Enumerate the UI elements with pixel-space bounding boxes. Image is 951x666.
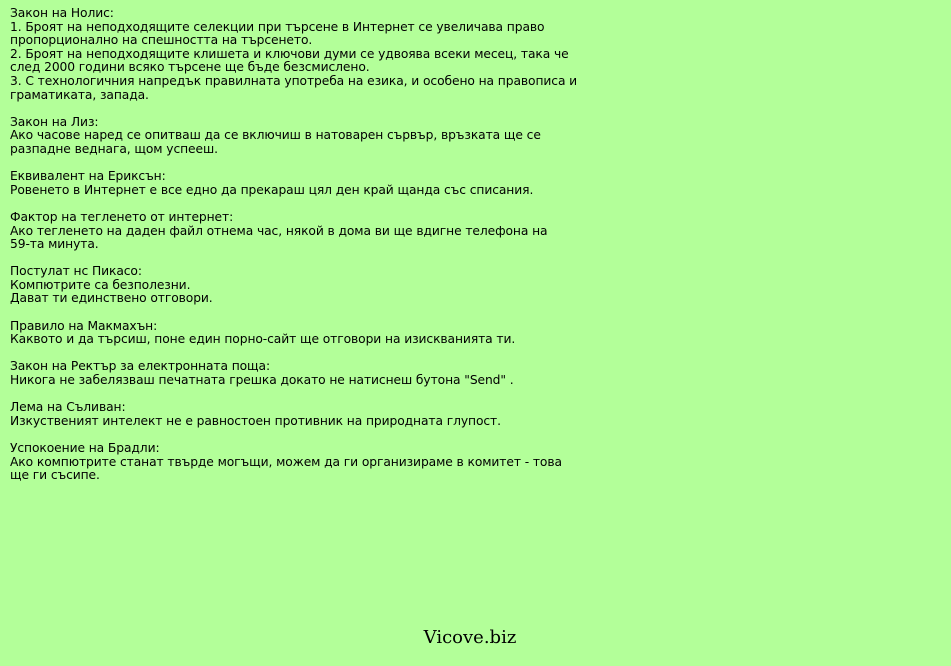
law-text-line: 1. Броят на неподходящите селекции при търсене в Интернет се увеличава право (10, 19, 545, 34)
law-text-line: разпадне веднага, щом успееш. (10, 141, 218, 156)
site-footer: Vicove.biz (423, 627, 517, 648)
law-text-line: Компютрите са безполезни. (10, 277, 191, 292)
law-text-line: пропорционално на спешността на търсенето. (10, 33, 313, 48)
law-text-line: Дават ти единствено отговори. (10, 291, 213, 306)
jokes-text (10, 7, 610, 496)
law-title: Правило на Макмахън: (10, 318, 158, 333)
law-text-line: след 2000 години всяко търсене ще бъде безсмислено. (10, 60, 370, 75)
law-title: Закон на Нолис: (10, 6, 114, 20)
law-block (10, 320, 610, 347)
law-text-line: Изкуственият интелект не е равностоен противник на природната глупост. (10, 413, 501, 428)
law-block (10, 116, 610, 157)
law-text-line: Ровенето в Интернет е все едно да прекараш цял ден край щанда със списания. (10, 182, 534, 197)
law-text-line: Каквото и да търсиш, поне един порно-сайт ще отговори на изискванията ти. (10, 332, 516, 347)
law-title: Успокоение на Брадли: (10, 441, 160, 455)
law-block (10, 211, 610, 252)
law-title: Фактор на тегленето от интернет: (10, 209, 234, 224)
law-block (10, 442, 610, 483)
law-title: Закон на Ректър за електронната поща: (10, 359, 271, 374)
law-text-line: граматиката, запада. (10, 87, 149, 102)
law-text-line: 2. Броят на неподходящите клишета и ключови думи се удвоява всеки месец, така че (10, 46, 569, 61)
law-title: Лема на Съливан: (10, 400, 126, 415)
law-block (10, 401, 610, 428)
law-block (10, 360, 610, 387)
law-title: Закон на Лиз: (10, 114, 99, 129)
law-title: Постулат нс Пикасо: (10, 264, 142, 279)
law-text-line: Никога не забелязваш печатната грешка докато не натиснеш бутона "Send" . (10, 373, 514, 388)
law-text-line: Ако компютрите станат твърде могъщи, можем да ги организираме в комитет - това (10, 454, 562, 469)
law-text-line: Ако тегленето на даден файл отнема час, някой в дома ви ще вдигне телефона на (10, 223, 548, 238)
law-text-line: ще ги съсипе. (10, 468, 100, 483)
law-text-line: 59-та минута. (10, 237, 99, 252)
law-block (10, 265, 610, 306)
law-text-line: 3. С технологичния напредък правилната употреба на езика, и особено на правописа и (10, 73, 578, 88)
law-block (10, 170, 610, 197)
law-text-line: Ако часове наред се опитваш да се включиш в натоварен сървър, връзката ще се (10, 128, 541, 143)
law-block (10, 7, 610, 102)
law-title: Еквивалент на Ериксън: (10, 169, 166, 184)
